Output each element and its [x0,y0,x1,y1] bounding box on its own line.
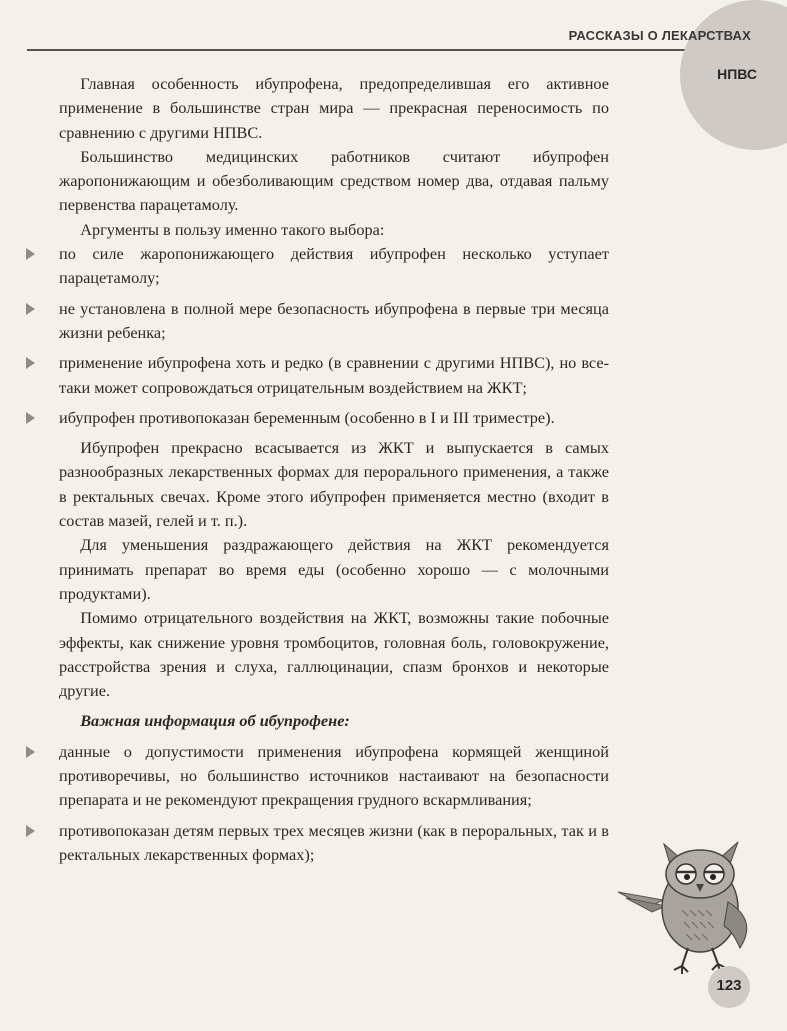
list-item: противопоказан детям первых трех месяцев жизни (как в пероральных, так и в ректальных лекарственных формах); [59,819,609,868]
bullet-arrow-icon [26,825,35,837]
list-item: не установлена в полной мере безопасность ибупрофена в первые три месяца жизни ребенка; [59,297,609,346]
section-tab-label: НПВС [717,66,757,82]
bullet-arrow-icon [26,412,35,424]
header-rule [27,49,707,51]
bullet-list-arguments [59,242,609,430]
bullet-arrow-icon [26,303,35,315]
paragraph-3: Аргументы в пользу именно такого выбора: [80,219,385,239]
owl-icon [608,830,778,980]
bullet-arrow-icon [26,357,35,369]
text-block [59,72,609,873]
owl-illustration [608,830,778,980]
running-head: РАССКАЗЫ О ЛЕКАРСТВАХ [568,28,751,43]
paragraph-4: Ибупрофен прекрасно всасывается из ЖКТ и выпускается в самых разнообразных лекарственных формах для перорального применения, а также в ректальных свечах. Кроме этого ибупрофен применяется местно (входит в состав мазей, гелей и т. п.). [59,438,609,531]
important-heading: Важная информация об ибупрофене: [80,711,350,731]
paragraph-1: Главная особенность ибупрофена, предопределившая его активное применение в большинстве стран мира — прекрасная переносимость по сравнению с другими НПВС. [59,74,609,142]
list-item: ибупрофен противопоказан беременным (особенно в I и III триместре). [59,406,609,430]
bullet-arrow-icon [26,746,35,758]
bullet-list-important [59,740,609,867]
paragraph-5: Для уменьшения раздражающего действия на ЖКТ рекомендуется принимать препарат во время еды (особенно хорошо — с молочными продуктами). [59,535,609,603]
list-item: данные о допустимости применения ибупрофена кормящей женщиной противоречивы, но большинство источников настаивают на безопасности препарата и не рекомендуют прекращения грудного вскармливания; [59,740,609,813]
list-item: по силе жаропонижающего действия ибупрофен несколько уступает парацетамолу; [59,242,609,291]
bullet-arrow-icon [26,248,35,260]
paragraph-2: Большинство медицинских работников считают ибупрофен жаропонижающим и обезболивающим средством номер два, отдавая пальму первенства парацетамолу. [59,146,609,215]
page-number: 123 [716,977,742,994]
paragraph-6: Помимо отрицательного воздействия на ЖКТ, возможны такие побочные эффекты, как снижение уровня тромбоцитов, головная боль, головокружение, расстройства зрения и слуха, галлюцинации, спазм бронхов и некоторые другие. [59,608,609,701]
list-item: применение ибупрофена хоть и редко (в сравнении с другими НПВС), но все-таки может сопровождаться отрицательным воздействием на ЖКТ; [59,351,609,400]
